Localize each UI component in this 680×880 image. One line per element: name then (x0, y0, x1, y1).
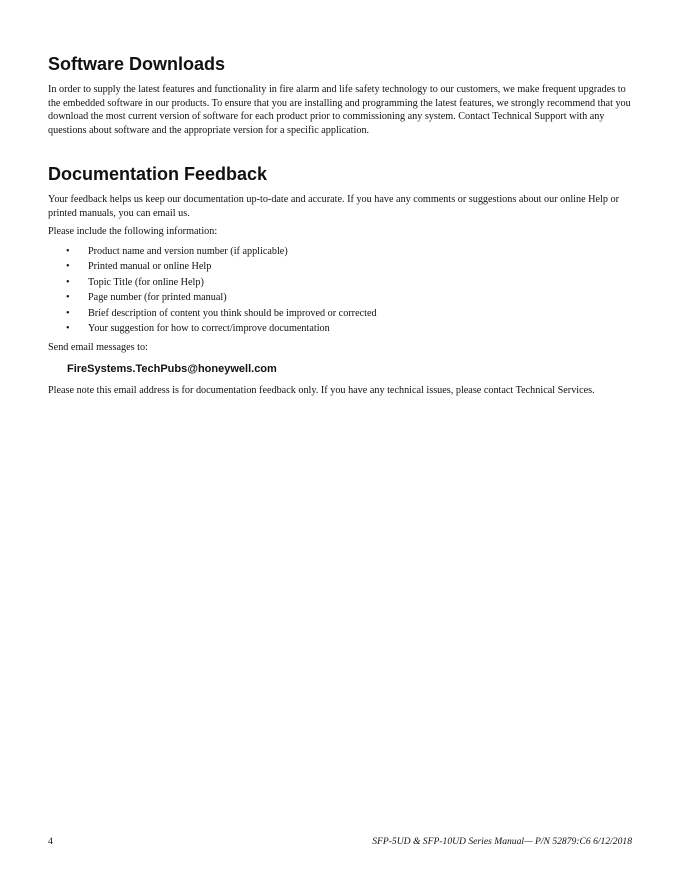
bullet-icon: • (66, 307, 70, 319)
bullet-icon: • (66, 261, 70, 273)
list-item-text: Product name and version number (if applicable) (88, 245, 288, 257)
feedback-note: Please note this email address is for documentation feedback only. If you have any technical issues, please contact Technical Services. (48, 384, 595, 396)
list-item (66, 259, 638, 275)
list-item (66, 290, 638, 306)
list-item-text: Page number (for printed manual) (88, 292, 227, 304)
feedback-email-address: FireSystems.TechPubs@honeywell.com (67, 362, 277, 375)
documentation-feedback-section (48, 162, 638, 397)
list-item (66, 244, 638, 260)
list-item-text: Printed manual or online Help (88, 261, 212, 273)
include-info-label: Please include the following information: (48, 226, 218, 237)
bullet-icon: • (66, 292, 70, 304)
list-item (66, 321, 638, 337)
page-number: 4 (48, 836, 53, 847)
software-downloads-heading: Software Downloads (48, 54, 226, 74)
bullet-icon: • (66, 323, 70, 335)
list-item-text: Topic Title (for online Help) (88, 276, 204, 288)
list-item-text: Brief description of content you think should be improved or corrected (88, 307, 377, 319)
documentation-feedback-intro: Your feedback helps us keep our documentation up-to-date and accurate. If you have any comments or suggestions about our online Help or printed manuals, you can email us. (48, 194, 620, 219)
list-item (66, 275, 638, 291)
software-downloads-body: In order to supply the latest features and functionality in fire alarm and life safety technology to our customers, we make frequent upgrades to the embedded software in our products. To ensure that you are installing and programming the latest features, we strongly recommend that you download the most current version of software for each product prior to commissioning any system. Contact Technical Support with any questions about software and the appropriate version for a specific application. (48, 84, 631, 136)
document-id: SFP-5UD & SFP-10UD Series Manual— P/N 52879:C6 6/12/2018 (372, 836, 632, 847)
documentation-feedback-heading: Documentation Feedback (48, 164, 268, 184)
bullet-icon: • (66, 276, 70, 288)
send-email-label: Send email messages to: (48, 342, 148, 354)
list-item (66, 306, 638, 322)
bullet-icon: • (66, 245, 70, 257)
software-downloads-section (48, 52, 638, 137)
page-content (48, 52, 638, 402)
list-item-text: Your suggestion for how to correct/improve documentation (88, 323, 330, 335)
feedback-info-list (48, 244, 638, 338)
